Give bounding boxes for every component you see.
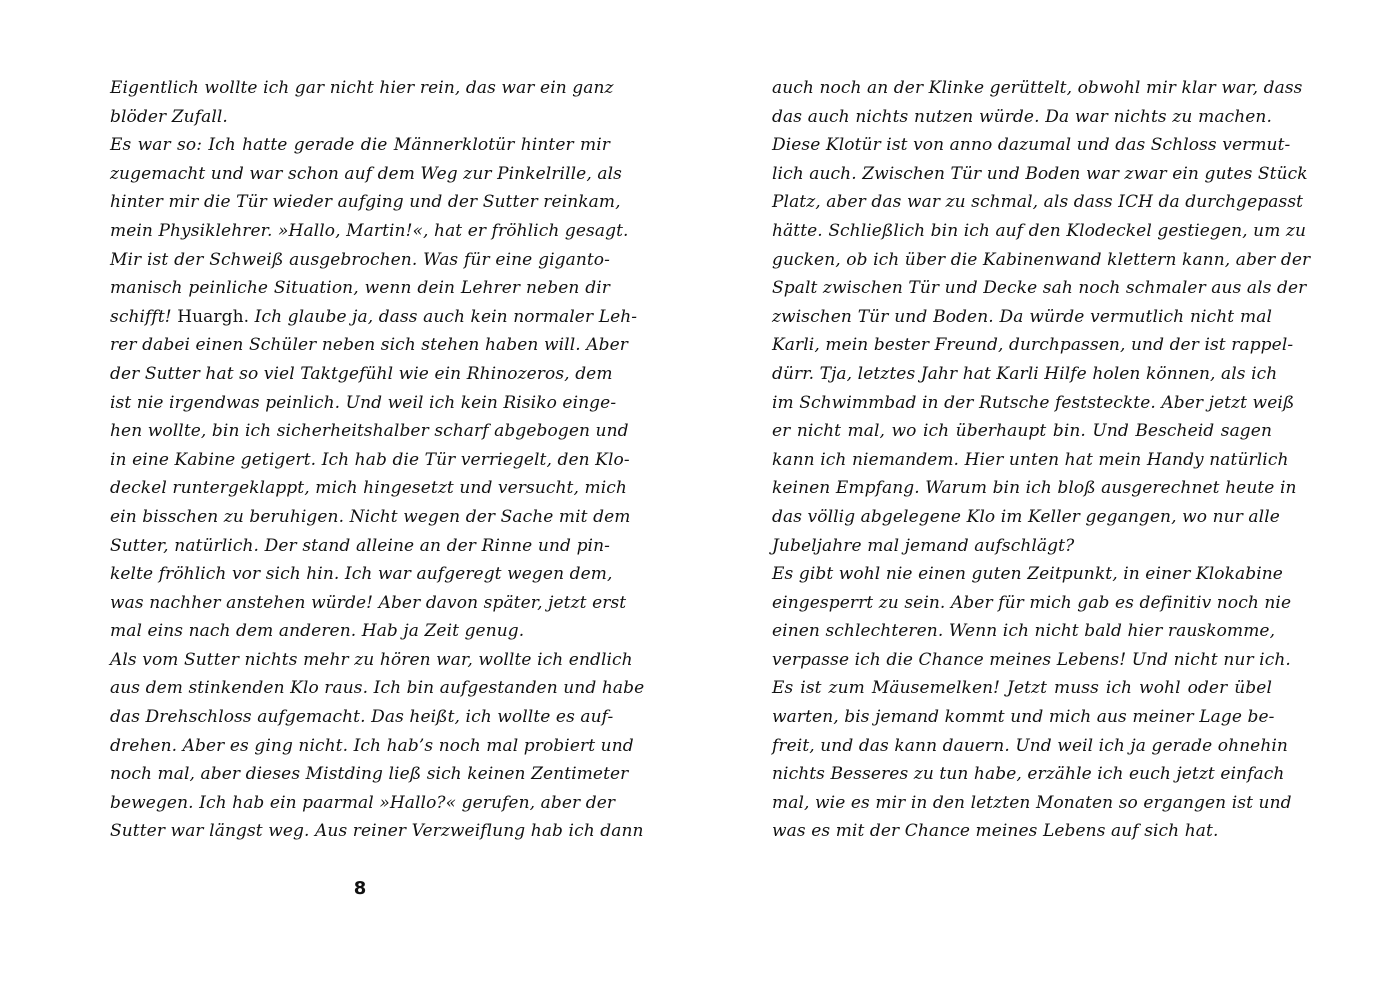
left-page-text-line: manisch peinliche Situation, wenn dein Lehrer neben dir — [110, 278, 610, 299]
page-number: 8 — [353, 878, 367, 899]
left-page-text-line: der Sutter hat so viel Taktgefühl wie ein Rhinozeros, dem — [110, 363, 613, 384]
left-page-text-line: Sutter war längst weg. Aus reiner Verzweiflung hab ich dann — [110, 821, 644, 842]
right-page-text-line: einen schlechteren. Wenn ich nicht bald hier rauskomme, — [772, 621, 1276, 642]
right-page-text-line: kann ich niemandem. Hier unten hat mein Handy natürlich — [772, 449, 1289, 470]
left-page-text-line: drehen. Aber es ging nicht. Ich hab’s noch mal probiert und — [110, 735, 634, 756]
left-page-text-line — [110, 303, 638, 332]
right-page-text-line: das völlig abgelegene Klo im Keller gegangen, wo nur alle — [772, 506, 1280, 527]
right-page-text-line: freit, und das kann dauern. Und weil ich ja gerade ohnehin — [772, 735, 1288, 756]
left-page-text-line: Sutter, natürlich. Der stand alleine an der Rinne und pin- — [110, 535, 610, 556]
right-page-text-line: Diese Klotür ist von anno dazumal und das Schloss vermut- — [772, 135, 1291, 156]
left-page-text-line: das Drehschloss aufgemacht. Das heißt, ich wollte es auf- — [110, 707, 614, 728]
left-page-text-line: Eigentlich wollte ich gar nicht hier rein, das war ein ganz — [110, 78, 614, 98]
text-segment: schifft! — [110, 306, 178, 327]
right-page-text-line: gucken, ob ich über die Kabinenwand klettern kann, aber der — [772, 249, 1311, 270]
text-segment: Huargh. — [177, 306, 250, 327]
left-page-text-line: blöder Zufall. — [110, 106, 228, 127]
left-page-text-line: Als vom Sutter nichts mehr zu hören war, wollte ich endlich — [110, 649, 633, 670]
left-page-text-line: noch mal, aber dieses Mistding ließ sich keinen Zentimeter — [110, 764, 629, 785]
left-page-text-line: Es war so: Ich hatte gerade die Männerklotür hinter mir — [110, 135, 610, 156]
left-page-text-line: deckel runtergeklappt, mich hingesetzt und versucht, mich — [110, 478, 627, 499]
left-page-text-line: zugemacht und war schon auf dem Weg zur Pinkelrille, als — [110, 163, 622, 184]
left-page-text-line: mein Physiklehrer. »Hallo, Martin!«, hat er fröhlich gesagt. — [110, 220, 629, 241]
right-page-text — [772, 74, 1311, 846]
left-page-text-line: kelte fröhlich vor sich hin. Ich war aufgeregt wegen dem, — [110, 564, 613, 585]
left-page-text-line: bewegen. Ich hab ein paarmal »Hallo?« gerufen, aber der — [110, 792, 616, 813]
right-page-text-line: dürr. Tja, letztes Jahr hat Karli Hilfe holen können, als ich — [772, 363, 1278, 384]
right-page-text-line: Platz, aber das war zu schmal, als dass ICH da durchgepasst — [772, 192, 1304, 213]
left-page-text-line: in eine Kabine getigert. Ich hab die Tür verriegelt, den Klo- — [110, 449, 630, 470]
text-segment: Ich glaube ja, dass auch kein normaler Leh- — [249, 306, 638, 327]
right-page-text-line: er nicht mal, wo ich überhaupt bin. Und Bescheid sagen — [772, 421, 1272, 442]
left-page-text-line: was nachher anstehen würde! Aber davon später, jetzt erst — [110, 592, 627, 613]
left-page-text-line: rer dabei einen Schüler neben sich stehen haben will. Aber — [110, 335, 628, 356]
left-page-text — [110, 74, 645, 846]
left-page-text-line: ist nie irgendwas peinlich. Und weil ich kein Risiko einge- — [110, 392, 617, 413]
left-page-text-line: Mir ist der Schweiß ausgebrochen. Was für eine giganto- — [110, 249, 610, 270]
right-page-text-line: Karli, mein bester Freund, durchpassen, und der ist rappel- — [772, 335, 1294, 356]
right-page-text-line: hätte. Schließlich bin ich auf den Klodeckel gestiegen, um zu — [772, 220, 1307, 241]
right-page-text-line: was es mit der Chance meines Lebens auf sich hat. — [772, 821, 1219, 842]
right-page-text-line: nichts Besseres zu tun habe, erzähle ich euch jetzt einfach — [772, 764, 1285, 785]
right-page-text-line: zwischen Tür und Boden. Da würde vermutlich nicht mal — [772, 306, 1272, 327]
right-page-text-line: Spalt zwischen Tür und Decke sah noch schmaler aus als der — [772, 278, 1307, 299]
right-page-text-line: eingesperrt zu sein. Aber für mich gab es definitiv noch nie — [772, 592, 1292, 613]
left-page-text-line: ein bisschen zu beruhigen. Nicht wegen der Sache mit dem — [110, 506, 631, 527]
left-page-text-line: mal eins nach dem anderen. Hab ja Zeit genug. — [110, 621, 525, 642]
right-page-text-line: Jubeljahre mal jemand aufschlägt? — [772, 535, 1075, 556]
right-page-text-line: keinen Empfang. Warum bin ich bloß ausgerechnet heute in — [772, 478, 1297, 499]
right-page-text-line: auch noch an der Klinke gerüttelt, obwohl mir klar war, dass — [772, 78, 1303, 98]
right-page-text-line: das auch nichts nutzen würde. Da war nichts zu machen. — [772, 106, 1272, 127]
right-page-text-line: Es ist zum Mäusemelken! Jetzt muss ich wohl oder übel — [772, 678, 1272, 699]
left-page-text-line: aus dem stinkenden Klo raus. Ich bin aufgestanden und habe — [110, 678, 645, 699]
right-page-text-line: mal, wie es mir in den letzten Monaten so ergangen ist und — [772, 792, 1292, 813]
left-page-text-line: hinter mir die Tür wieder aufging und der Sutter reinkam, — [110, 192, 621, 213]
right-page-text-line: verpasse ich die Chance meines Lebens! Und nicht nur ich. — [772, 649, 1291, 670]
right-page-text-line: Es gibt wohl nie einen guten Zeitpunkt, in einer Klokabine — [772, 564, 1283, 585]
right-page-text-line: warten, bis jemand kommt und mich aus meiner Lage be- — [772, 707, 1275, 728]
right-page-text-line: im Schwimmbad in der Rutsche feststeckte. Aber jetzt weiß — [772, 392, 1295, 413]
left-page-text-line: hen wollte, bin ich sicherheitshalber scharf abgebogen und — [110, 421, 629, 442]
right-page-text-line: lich auch. Zwischen Tür und Boden war zwar ein gutes Stück — [772, 163, 1308, 184]
